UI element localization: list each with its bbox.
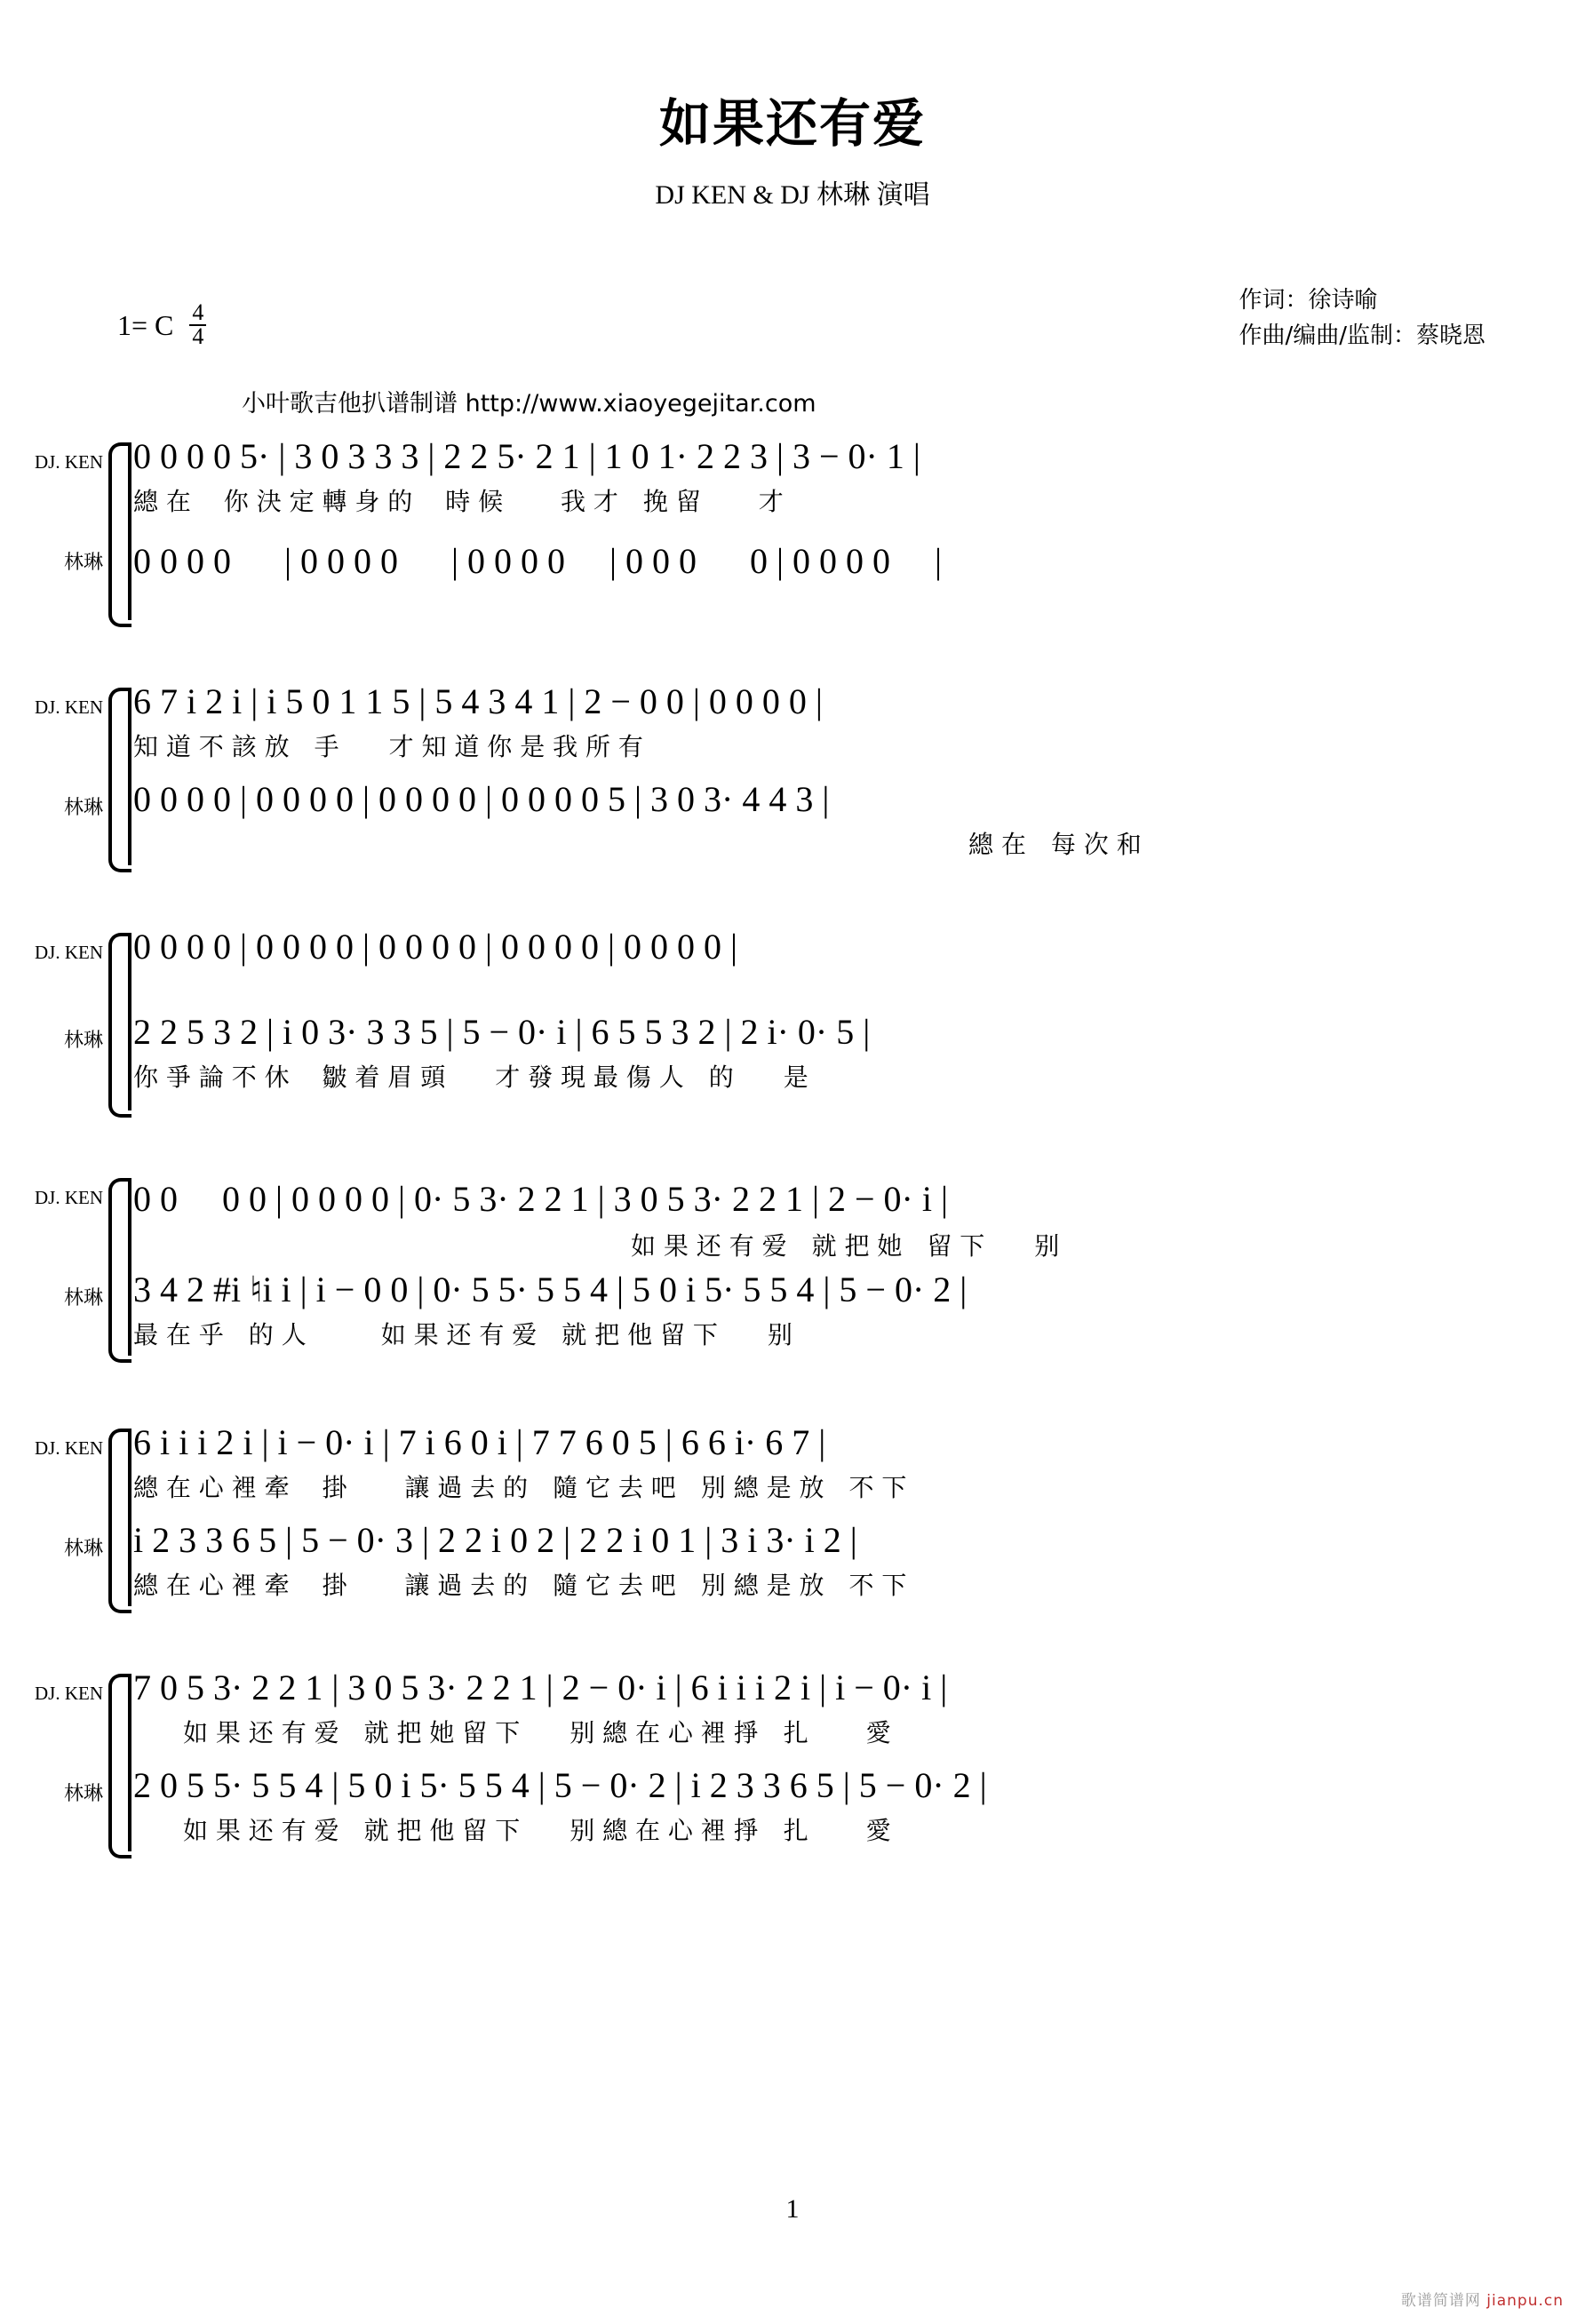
staff-ken-1 — [133, 435, 1535, 518]
watermark-site: jianpu.cn — [1486, 2292, 1564, 2310]
system-5 — [0, 1416, 1585, 1649]
notes-lin-3: 2 2 5 3 2 | i 0 3· 3 3 5 | 5 − 0· i | 6 5 5 3 2 | 2 i· 0· 5 | — [133, 1012, 871, 1052]
staff-lin-3 — [133, 1011, 1535, 1094]
notes-ken-3: 0 0 0 0 | 0 0 0 0 | 0 0 0 0 | 0 0 0 0 | 0 0 0 0 | — [133, 927, 738, 967]
staff-ken-5 — [133, 1421, 1535, 1504]
lyrics-ken-2: 知 道 不 該 放 手 才 知 道 你 是 我 所 有 — [133, 732, 643, 761]
part-label-ken: DJ. KEN — [35, 1187, 103, 1208]
lyrics-lin-2: 總 在 每 次 和 — [968, 830, 1142, 859]
notes-lin-4: 3 4 2 #i ♮i i | i − 0 0 | 0· 5 5· 5 5 4 | 5 0 i 5· 5 5 4 | 5 − 0· 2 | — [133, 1269, 968, 1309]
sheet-music-page — [0, 82, 1585, 2324]
system-1 — [0, 430, 1585, 663]
system-start-barline — [128, 688, 131, 865]
lyrics-ken-5: 總 在 心 裡 牽 掛 讓 過 去 的 隨 它 去 吧 別 總 是 放 不 下 — [133, 1473, 907, 1502]
page-title: 如果还有爱 — [658, 93, 926, 154]
notes-ken-5: 6 i i i 2 i | i − 0· i | 7 i 6 0 i | 7 7 6 0 5 | 6 6 i· 6 7 | — [133, 1422, 826, 1462]
part-label-ken: DJ. KEN — [35, 451, 103, 473]
part-label-ken: DJ. KEN — [35, 1437, 103, 1459]
system-4 — [0, 1166, 1585, 1404]
key-label: 1= C — [117, 309, 174, 342]
performers-line: DJ KEN & DJ 林琳 演唱 — [655, 180, 930, 210]
watermark — [1401, 2288, 1564, 2310]
lyrics-ken-1: 總 在 你 決 定 轉 身 的 時 候 我 才 挽 留 才 — [133, 487, 784, 516]
system-start-barline — [128, 933, 131, 1110]
staff-lin-6 — [133, 1764, 1535, 1847]
lyrics-lin-4: 最 在 乎 的 人 如 果 还 有 爱 就 把 他 留 下 别 — [133, 1320, 792, 1349]
system-2 — [0, 675, 1585, 908]
part-label-lin: 林琳 — [63, 797, 103, 819]
lyrics-lin-3: 你 爭 論 不 休 皺 着 眉 頭 才 發 現 最 傷 人 的 是 — [133, 1063, 808, 1092]
system-start-barline — [128, 1429, 131, 1606]
page-number: 1 — [785, 2194, 800, 2224]
credits-block — [1239, 283, 1485, 354]
staff-ken-2 — [133, 680, 1535, 763]
system-start-barline — [128, 1674, 131, 1851]
composer-line: 作曲/编曲/监制：蔡晓恩 — [1239, 322, 1485, 350]
part-label-lin: 林琳 — [63, 1783, 103, 1805]
part-label-lin: 林琳 — [63, 552, 103, 574]
part-label-lin: 林琳 — [63, 1538, 103, 1560]
notes-lin-6: 2 0 5 5· 5 5 4 | 5 0 i 5· 5 5 4 | 5 − 0· 2 | i 2 3 3 6 5 | 5 − 0· 2 | — [133, 1765, 987, 1805]
part-label-ken: DJ. KEN — [35, 1683, 103, 1704]
notes-lin-2: 0 0 0 0 | 0 0 0 0 | 0 0 0 0 | 0 0 0 0 5 | 3 0 3· 4 4 3 | — [133, 779, 830, 819]
lyrics-lin-5: 總 在 心 裡 牽 掛 讓 過 去 的 隨 它 去 吧 別 總 是 放 不 下 — [133, 1571, 907, 1600]
system-start-barline — [128, 1178, 131, 1356]
time-signature — [189, 299, 206, 349]
system-start-barline — [128, 442, 131, 620]
source-credit: 小叶歌吉他扒谱制谱 http://www.xiaoyegejitar.com — [242, 390, 816, 418]
staff-ken-4 — [133, 1171, 1535, 1262]
part-label-lin: 林琳 — [63, 1030, 103, 1052]
part-label-ken: DJ. KEN — [35, 942, 103, 963]
lyrics-ken-4: 如 果 还 有 爱 就 把 她 留 下 别 — [631, 1231, 1060, 1261]
music-systems — [0, 430, 1585, 1906]
lyrics-ken-6: 如 果 还 有 爱 就 把 她 留 下 别 總 在 心 裡 掙 扎 愛 — [183, 1718, 891, 1747]
staff-lin-4 — [133, 1269, 1535, 1351]
notes-ken-6: 7 0 5 3· 2 2 1 | 3 0 5 3· 2 2 1 | 2 − 0· i | 6 i i i 2 i | i − 0· i | — [133, 1667, 948, 1707]
staff-ken-3 — [133, 926, 1535, 973]
time-signature-denominator: 4 — [192, 322, 204, 349]
staff-lin-1 — [133, 533, 1535, 589]
part-label-ken: DJ. KEN — [35, 696, 103, 718]
notes-ken-2: 6 7 i 2 i | i 5 0 1 1 5 | 5 4 3 4 1 | 2 − 0 0 | 0 0 0 0 | — [133, 681, 823, 721]
staff-ken-6 — [133, 1667, 1535, 1749]
key-signature — [117, 299, 206, 349]
lyrics-lin-6: 如 果 还 有 爱 就 把 他 留 下 别 總 在 心 裡 掙 扎 愛 — [183, 1816, 891, 1845]
lyricist-line: 作词：徐诗喻 — [1239, 287, 1378, 314]
notes-lin-5: i 2 3 3 6 5 | 5 − 0· 3 | 2 2 i 0 2 | 2 2 i 0 1 | 3 i 3· i 2 | — [133, 1520, 857, 1560]
notes-ken-4: 0 0 0 0 | 0 0 0 0 | 0· 5 3· 2 2 1 | 3 0 5 3· 2 2 1 | 2 − 0· i | — [133, 1179, 948, 1219]
part-label-lin: 林琳 — [63, 1287, 103, 1309]
system-3 — [0, 920, 1585, 1153]
time-signature-numerator: 4 — [189, 302, 206, 326]
staff-lin-2 — [133, 778, 1535, 861]
staff-lin-5 — [133, 1519, 1535, 1602]
notes-lin-1: 0 0 0 0 | 0 0 0 0 | 0 0 0 0 | 0 0 0 0 | 0 0 0 0 | — [133, 541, 943, 581]
watermark-text: 歌谱简谱网 — [1400, 2292, 1481, 2310]
notes-ken-1: 0 0 0 0 5· | 3 0 3 3 3 | 2 2 5· 2 1 | 1 0 1· 2 2 3 | 3 − 0· 1 | — [133, 436, 920, 476]
system-6 — [0, 1661, 1585, 1894]
